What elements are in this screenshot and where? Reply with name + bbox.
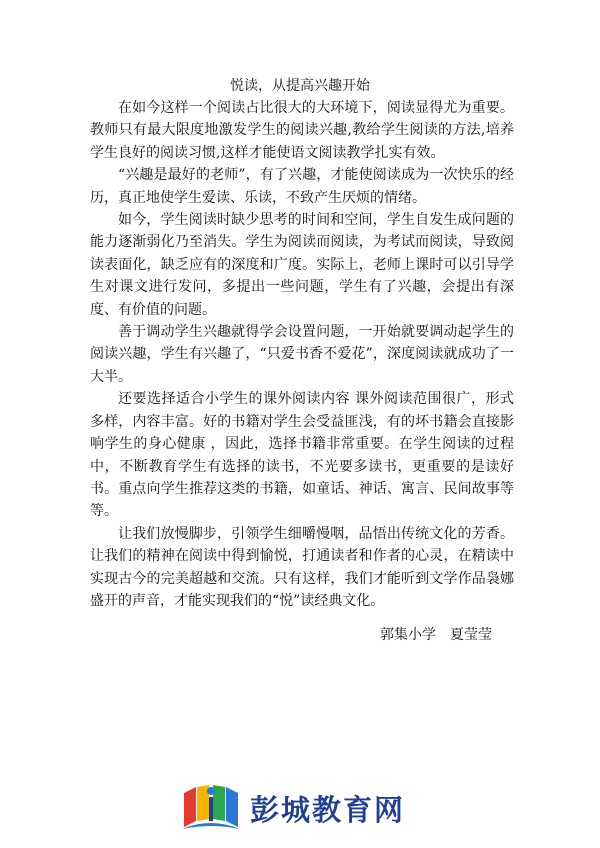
document-title: 悦读，从提高兴趣开始 bbox=[230, 78, 370, 94]
paragraph: 还要选择适合小学生的课外阅读内容 课外阅读范围很广，形式多样，内容丰富。好的书籍对学生会受益匪浅，有的坏书籍会直接影响学生的身心健康 ，因此，选择书籍非常重要。在学生阅读的过程中，不断教育学生有选择的读书，不光要多读书，更重要的是读好书。重点向学生推荐这类的书籍，如童话、神话、寓言、民间故事等等。 bbox=[90, 391, 514, 520]
paragraph: 善于调动学生兴趣就得学会设置问题，一开始就要调动起学生的阅读兴趣，学生有兴趣了，“只爱书香不爱花”，深度阅读就成功了一大半。 bbox=[90, 324, 514, 385]
paragraph: 让我们放慢脚步，引领学生细嚼慢咽，品悟出传统文化的芳香。让我们的精神在阅读中得到愉悦，打通读者和作者的心灵，在精读中实现古今的完美超越和交流。只有这样，我们才能听到文学作品袅娜盛开的声音，才能实现我们的“悦”读经典文化。 bbox=[90, 525, 514, 609]
open-book-logo-icon bbox=[178, 781, 244, 835]
site-footer bbox=[178, 780, 438, 836]
paragraph: “兴趣是最好的老师”，有了兴趣，才能使阅读成为一次快乐的经历，真正地使学生爱读、乐读，不致产生厌烦的情绪。 bbox=[90, 167, 514, 206]
paragraph: 如今，学生阅读时缺少思考的时间和空间，学生自发生成问题的能力逐渐弱化乃至消失。学生为阅读而阅读，为考试而阅读，导致阅读表面化，缺乏应有的深度和广度。实际上，老师上课时可以引导学生对课文进行发问，多提出一些问题，学生有了兴趣，会提出有深度、有价值的问题。 bbox=[90, 212, 514, 318]
document-body bbox=[90, 97, 514, 612]
site-name: 彭城教育网 bbox=[250, 792, 406, 827]
paragraph: 在如今这样一个阅读占比很大的大环境下，阅读显得尤为重要。教师只有最大限度地激发学生的阅读兴趣,教给学生阅读的方法,培养学生良好的阅读习惯,这样才能使语文阅读教学扎实有效。 bbox=[90, 100, 514, 161]
signature: 郭集小学 夏莹莹 bbox=[380, 627, 492, 643]
